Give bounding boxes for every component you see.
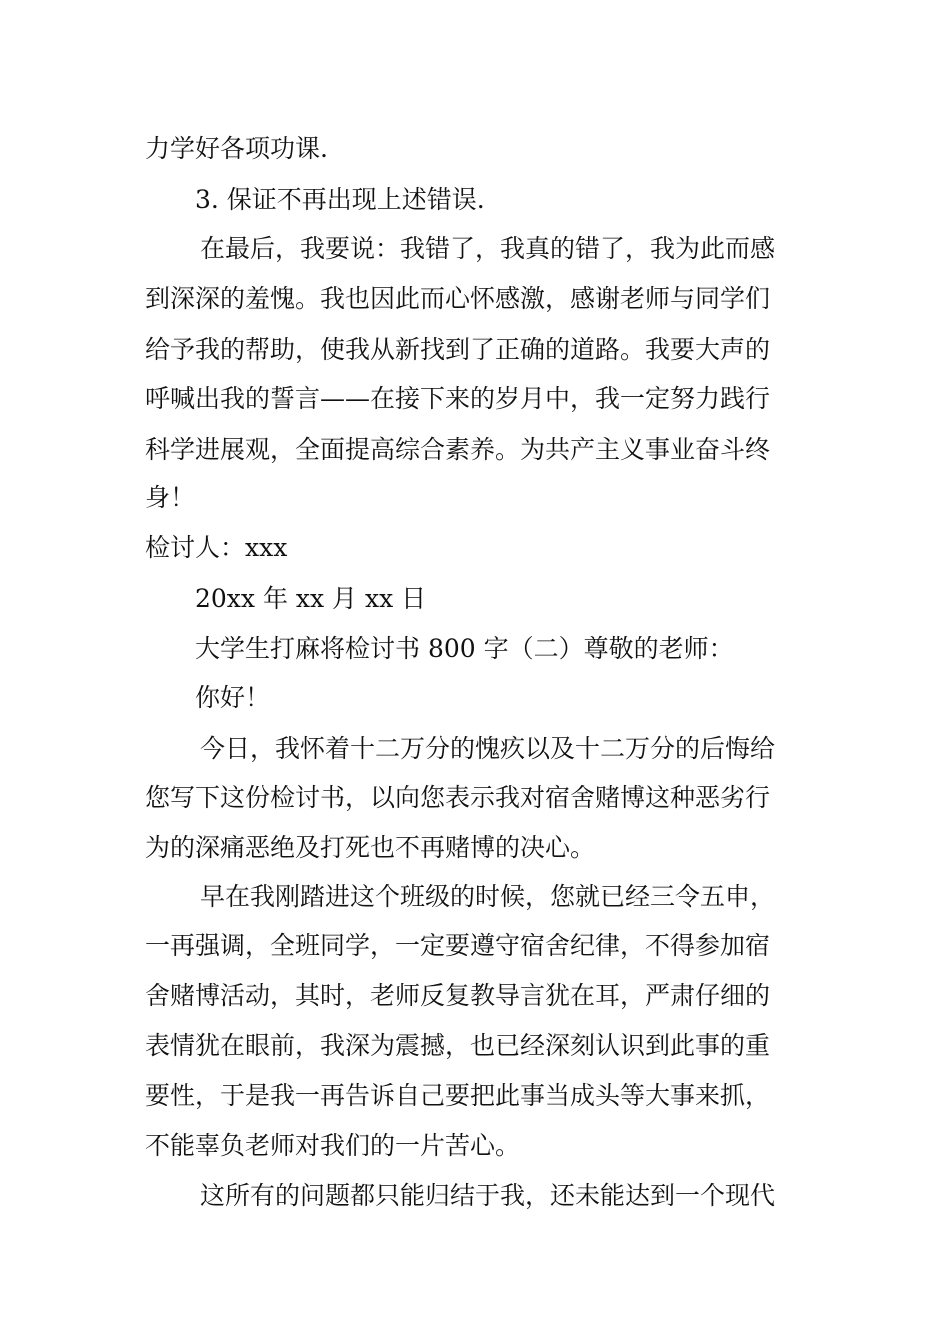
text-line: 这所有的问题都只能归结于我，还未能达到一个现代: [200, 1181, 776, 1210]
text-line: 力学好各项功课.: [145, 134, 328, 163]
text-line: 科学进展观，全面提高综合素养。为共产主义事业奋斗终: [145, 435, 771, 464]
text-line: 呼喊出我的誓言——在接下来的岁月中，我一定努力践行: [145, 384, 771, 413]
text-line: 舍赌博活动，其时，老师反复教导言犹在耳，严肃仔细的: [145, 981, 771, 1010]
text-line: 给予我的帮助，使我从新找到了正确的道路。我要大声的: [145, 335, 771, 364]
text-line: 到深深的羞愧。我也因此而心怀感激，感谢老师与同学们: [145, 284, 771, 313]
greeting: 你好！: [195, 683, 271, 712]
text-line: 早在我刚踏进这个班级的时候，您就已经三令五申，: [200, 882, 776, 911]
list-item-3: 3. 保证不再出现上述错误.: [195, 185, 485, 214]
text-line: 身！: [145, 483, 196, 512]
text-line: 表情犹在眼前，我深为震撼，也已经深刻认识到此事的重: [145, 1031, 771, 1060]
text-line: 一再强调，全班同学，一定要遵守宿舍纪律，不得参加宿: [145, 931, 771, 960]
text-line: 在最后，我要说：我错了，我真的错了，我为此而感: [200, 234, 776, 263]
signature-line: 检讨人：xxx: [145, 533, 288, 562]
section-heading: 大学生打麻将检讨书 800 字（二）尊敬的老师：: [195, 634, 734, 663]
text-line: 您写下这份检讨书，以向您表示我对宿舍赌博这种恶劣行: [145, 783, 771, 812]
text-line: 不能辜负老师对我们的一片苦心。: [145, 1131, 521, 1160]
text-line: 要性，于是我一再告诉自己要把此事当成头等大事来抓，: [145, 1081, 771, 1110]
text-line: 今日，我怀着十二万分的愧疚以及十二万分的后悔给: [200, 734, 776, 763]
date-line: 20xx 年 xx 月 xx 日: [195, 584, 427, 613]
text-line: 为的深痛恶绝及打死也不再赌博的决心。: [145, 833, 596, 862]
